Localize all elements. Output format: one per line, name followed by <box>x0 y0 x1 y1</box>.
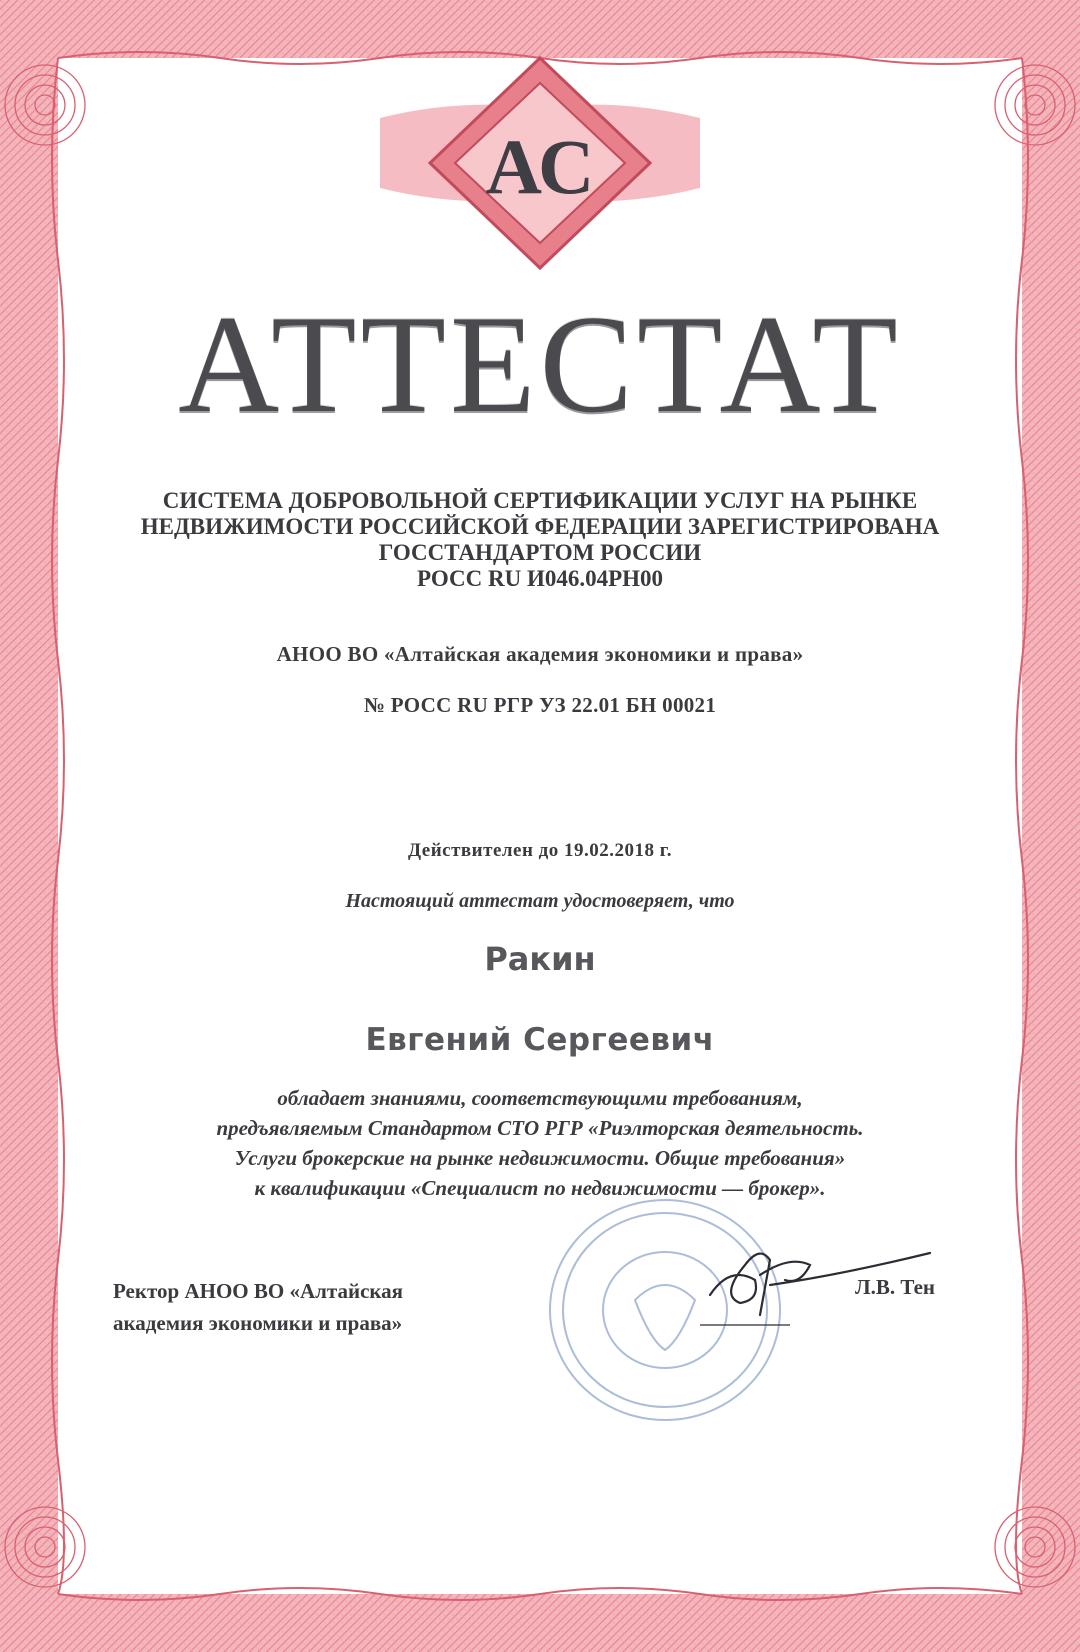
certification-system-block <box>0 488 1080 592</box>
statement-line: Услуги брокерские на рынке недвижимости. Общие требования» <box>234 1146 846 1170</box>
system-line: ГОССТАНДАРТОМ РОССИИ <box>378 540 702 565</box>
certifies-text: Настоящий аттестат удостоверяет, что <box>345 890 735 912</box>
signer-name: Л.В. Тен <box>855 1275 936 1299</box>
ac-logo-icon <box>380 38 700 278</box>
valid-until: Действителен до 19.02.2018 г. <box>407 840 673 861</box>
organization-name: АНОО ВО «Алтайская академия экономики и права» <box>276 642 804 666</box>
system-line: СИСТЕМА ДОБРОВОЛЬНОЙ СЕРТИФИКАЦИИ УСЛУГ НА РЫНКЕ <box>162 488 918 513</box>
system-line: НЕДВИЖИМОСТИ РОССИЙСКОЙ ФЕДЕРАЦИИ ЗАРЕГИСТРИРОВАНА <box>140 514 940 539</box>
statement-line: предъявляемым Стандартом СТО РГР «Риэлторская деятельность. <box>216 1116 864 1140</box>
rector-title <box>113 1275 403 1339</box>
certificate-title: АТТЕСТАТ <box>178 287 902 442</box>
rector-line: академия экономики и права» <box>113 1311 403 1335</box>
rector-line: Ректор АНОО ВО «Алтайская <box>113 1279 404 1303</box>
registration-number: № РОСС RU РГР УЗ 22.01 БН 00021 <box>363 693 717 717</box>
holder-given-names: Евгений Сергеевич <box>365 1022 715 1058</box>
qualification-statement <box>0 1083 1080 1203</box>
holder-surname: Ракин <box>484 940 596 978</box>
statement-line: обладает знаниями, соответствующими требованиям, <box>277 1086 803 1110</box>
system-line: РОСС RU И046.04РН00 <box>416 566 664 591</box>
statement-line: к квалификации «Специалист по недвижимости — брокер». <box>254 1176 826 1200</box>
svg-text:АС: АС <box>485 123 595 210</box>
